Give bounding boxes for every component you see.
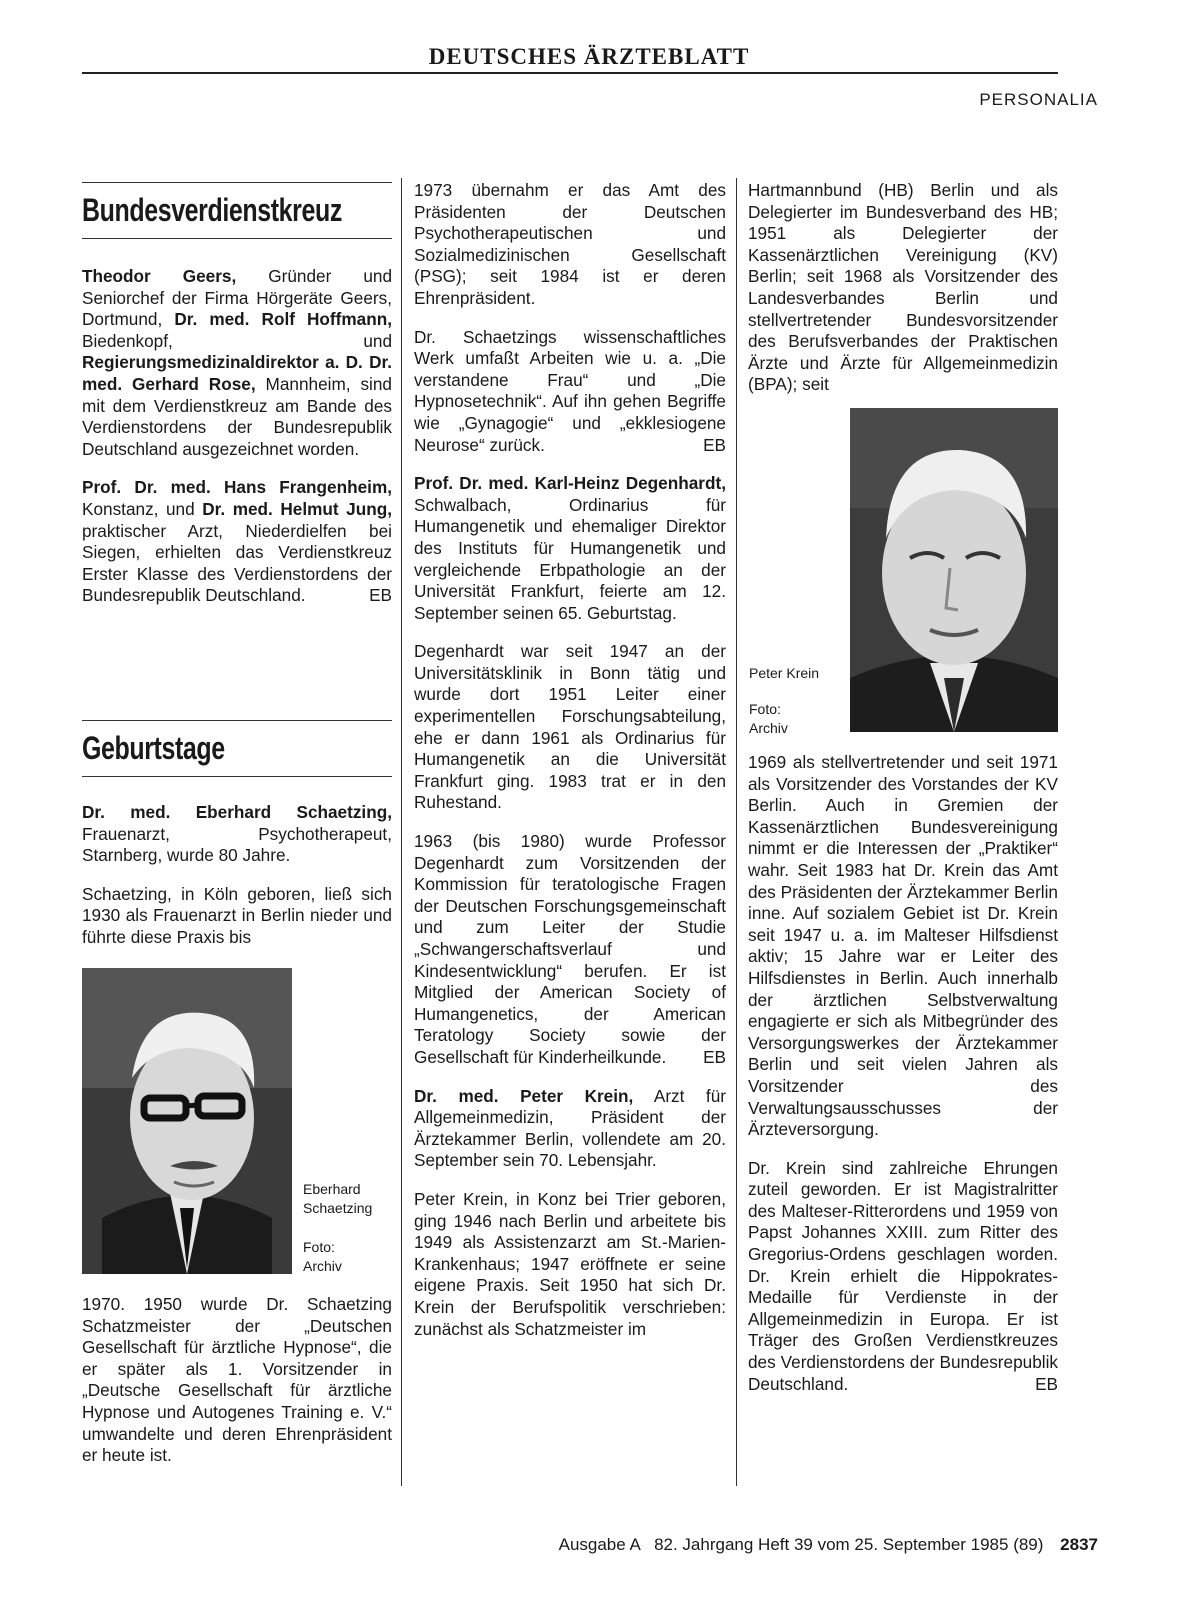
paragraph-krein-4-text: Dr. Krein sind zahlreiche Ehrungen zuteil geworden. Er ist Magistralritter des Malteser-Ritterordens und 1959 von Papst Johannes XXIII. zum Ritter des Gregorius-Ordens geschlagen worden. Dr. Krein erhielt die Hippokrates-Medaille für Verdienste in der Allgemeinmedizin in Europa. Er ist Träger des Großen Verdienstkreuzes des Verdienstordens der Bundesrepublik Deutschland. xyxy=(748,1157,1058,1394)
paragraph-krein-1: Peter Krein, in Konz bei Trier geboren, ging 1946 nach Berlin und arbeitete bis 1949 als Assistenzarzt am St.-Marien-Krankenhaus; 1947 eröffnete er seine eigene Praxis. Seit 1950 hat sich Dr. Krein der Berufspolitik verschrieben: zunächst als Schatzmeister im xyxy=(414,1188,726,1339)
portrait-illustration xyxy=(82,968,292,1274)
bold-name: Regierungsmedizinaldirektor a. D. Dr. med. Gerhard Rose, xyxy=(82,352,392,394)
column-1-middle xyxy=(82,802,392,966)
heading-geburtstage: Geburtstage xyxy=(82,730,225,766)
heading-bundesverdienstkreuz: Bundesverdienstkreuz xyxy=(82,192,342,228)
paragraph-degenhardt-intro: Prof. Dr. med. Karl-Heinz Degenhardt, Schwalbach, Ordinarius für Humangenetik und ehemaliger Direktor des Instituts für Humangenetik und vergleichende Erbpathologie an der Universität Frankfurt, feierte am 12. September seinen 65. Geburtstag. xyxy=(414,473,726,623)
paragraph-krein-4 xyxy=(748,1158,1058,1396)
paragraph-bundesverdienstkreuz-1: Theodor Geers, Gründer und Seniorchef der Firma Hörgeräte Geers, Dortmund, Dr. med. Rolf Hoffmann, Biedenkopf, und Regierungsmedizinaldirektor a. D. Dr. med. Gerhard Rose, Mannheim, sind mit dem Verdienstkreuz am Bande des Verdienstordens der Bundesrepublik Deutschland ausgezeichnet worden. xyxy=(82,266,393,459)
column-3-upper xyxy=(748,180,1058,413)
photo-credit-krein: Foto: Archiv xyxy=(749,701,788,736)
masthead-rule xyxy=(82,72,1058,74)
heading-rule-top xyxy=(82,182,392,183)
column-divider-1 xyxy=(401,178,402,1486)
signature-eb: EB xyxy=(1035,1373,1058,1394)
paragraph-degenhardt-1: Degenhardt war seit 1947 an der Universitätsklinik in Bonn tätig und wurde dort 1951 Leiter einer experimentellen Forschungsabteilung, ehe er dann 1961 als Ordinarius für Humangenetik an die Universität Frankfurt ging. 1983 trat er in den Ruhestand. xyxy=(414,641,726,813)
paragraph-degenhardt-2 xyxy=(414,831,726,1069)
paragraph-krein-2: Hartmannbund (HB) Berlin und als Delegierter im Bundesverband des HB; 1951 als Delegierter der Kassenärztlichen Vereinigung (KV) Berlin; seit 1968 als Vorsitzender des Landesverbandes Berlin und stellvertretender Bundesvorsitzender des Berufsverbandes der Praktischen Ärzte und Ärzte für Allgemeinmedizin (BPA); seit xyxy=(748,180,1058,395)
paragraph-bundesverdienstkreuz-2: Prof. Dr. med. Hans Frangenheim, Konstanz, und Dr. med. Helmut Jung, praktischer Arzt, Niederdielfen bei Siegen, erhielten das Verdienstkreuz Erster Klasse des Verdienstordens der Bundesrepublik Deutschland. EB xyxy=(82,477,392,606)
portrait-photo-krein xyxy=(850,408,1058,732)
column-divider-2 xyxy=(736,178,737,1486)
bold-name: Prof. Dr. med. Karl-Heinz Degenhardt, xyxy=(414,473,726,494)
masthead: DEUTSCHES ÄRZTEBLATT xyxy=(428,44,750,69)
paragraph-krein-intro: Dr. med. Peter Krein, Arzt für Allgemeinmedizin, Präsident der Ärztekammer Berlin, vollendete am 20. September sein 70. Lebensjahr. xyxy=(414,1085,726,1171)
page-footer xyxy=(559,1535,1098,1555)
paragraph-degenhardt-2-text: 1963 (bis 1980) wurde Professor Degenhardt zum Vorsitzenden der Kommission für teratologische Fragen der Deutschen Forschungsgemeinschaft und zum Leiter der Studie „Schwangerschaftsverlauf und Kindesentwicklung“ berufen. Er ist Mitglied der American Society of Humangenetics, der American Teratology Society sowie der Gesellschaft für Kinderheilkunde. xyxy=(414,831,726,1067)
bold-name: Dr. med. Peter Krein, xyxy=(414,1085,634,1106)
bold-name: Theodor Geers, xyxy=(82,266,237,286)
heading-rule-bottom xyxy=(82,238,392,239)
issue-info: Ausgabe A 82. Jahrgang Heft 39 vom 25. September 1985 (89) xyxy=(558,1535,1044,1554)
portrait-illustration xyxy=(850,408,1058,732)
paragraph-schaetzing-4-text: Dr. Schaetzings wissenschaftliches Werk umfaßt Arbeiten wie u. a. „Die verstandene Frau“ und „Die Hypnosetechnik“. Auf ihn gehen Begriffe wie „Gynagogie“ und „ekklesiogene Neurose“ zurück. xyxy=(414,326,726,455)
page-number: 2837 xyxy=(1060,1535,1098,1554)
paragraph-schaetzing-2: 1970. 1950 wurde Dr. Schaetzing Schatzmeister der „Deutschen Gesellschaft für ärztliche Hypnose“, die er später als 1. Vorsitzender in „Deutsche Gesellschaft für ärztliche Hypnose und Autogenes Training e. V.“ umwandelte und deren Ehrenpräsident er heute ist. xyxy=(82,1294,392,1466)
photo-credit-schaetzing: Foto: Archiv xyxy=(303,1239,342,1274)
heading-rule-bottom-2 xyxy=(82,776,392,777)
column-2 xyxy=(414,180,726,1357)
portrait-photo-schaetzing xyxy=(82,968,292,1274)
photo-caption-krein: Peter Krein xyxy=(749,665,820,681)
signature-eb: EB xyxy=(369,585,392,606)
paragraph-krein-3: 1969 als stellvertretender und seit 1971 als Vorsitzender des Vorstandes der KV Berlin. Auch in Gremien der Kassenärztlichen Bundesvereinigung nimmt er die Interessen der „Praktiker“ wahr. Seit 1983 hat Dr. Krein das Amt des Präsidenten der Ärztekammer Berlin inne. Auf sozialem Gebiet ist Dr. Krein seit 1947 u. a. im Malteser Hilfsdienst aktiv; 15 Jahre war er Leiter des Hilfsdienstes in Berlin. Auch innerhalb der ärztlichen Selbstverwaltung engagierte er sich als Mitbegründer des Versorgungswerkes der Ärztekammer Berlin und seit vielen Jahren als Vorsitzender des Verwaltungsausschusses der Ärzteversorgung. xyxy=(748,752,1058,1140)
bold-name: Dr. med. Helmut Jung, xyxy=(202,498,392,519)
signature-eb: EB xyxy=(703,434,726,455)
column-1-upper xyxy=(82,266,392,624)
bold-name: Dr. med. Eberhard Schaetzing, xyxy=(82,802,392,822)
signature-eb: EB xyxy=(703,1046,726,1067)
paragraph-schaetzing-1: Schaetzing, in Köln geboren, ließ sich 1930 als Frauenarzt in Berlin nieder und führte diese Praxis bis xyxy=(82,883,392,947)
paragraph-schaetzing-intro: Dr. med. Eberhard Schaetzing, Frauenarzt, Psychotherapeut, Starnberg, wurde 80 Jahre. xyxy=(82,802,392,866)
bold-name: Prof. Dr. med. Hans Frangenheim, xyxy=(82,477,392,498)
section-label: PERSONALIA xyxy=(979,90,1098,109)
paragraph-schaetzing-4 xyxy=(414,327,726,457)
photo-caption-schaetzing: Eberhard Schaetzing xyxy=(303,1181,373,1216)
column-1-lower xyxy=(82,1294,392,1484)
column-3-lower xyxy=(748,752,1058,1412)
heading-rule-top-2 xyxy=(82,720,392,721)
paragraph-schaetzing-3: 1973 übernahm er das Amt des Präsidenten der Deutschen Psychotherapeutischen und Sozialmedizinischen Gesellschaft (PSG); seit 1984 ist er deren Ehrenpräsident. xyxy=(414,180,726,308)
bold-name: Dr. med. Rolf Hoffmann, xyxy=(174,309,392,330)
